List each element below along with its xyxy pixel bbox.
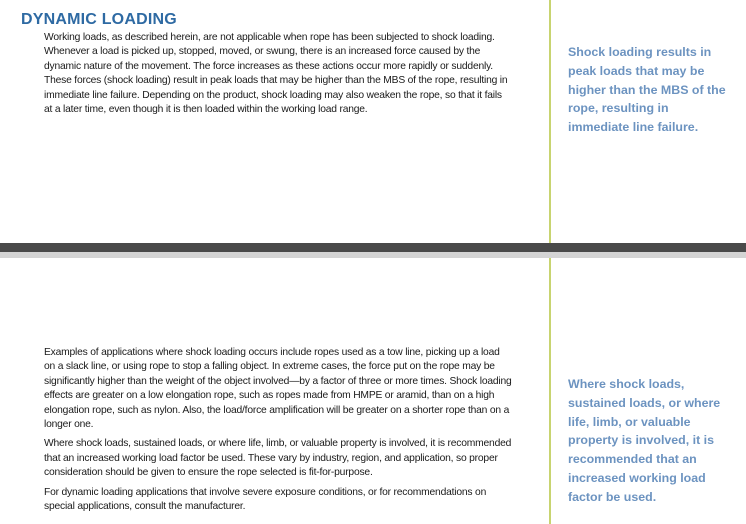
section-heading: DYNAMIC LOADING [21,11,177,28]
pull-quote: Shock loading results in peak loads that may be higher than the MBS of the rope, resulting in immediate line failure. [568,45,726,135]
column-rule [549,0,551,243]
page-top [0,0,746,243]
examples-body [44,346,512,519]
intro-body [44,31,512,122]
page-divider [0,243,746,252]
page-bottom [0,258,746,524]
body-paragraph: Examples of applications where shock loading occurs include ropes used as a tow line, picking up a load on a slack line, or using rope to stop a falling object. In extreme cases, the force put on the rope may be significantly higher than the weight of the object involved—by a factor of three or more times. Shock loading effects are greater on a low elongation rope, such as ropes made from HMPE or aramid, than on a high elongation rope, such as nylon. Also, the load/force amplification will be greater on a shorter rope than on a longer one. [44,347,512,431]
pull-quote: Where shock loads, sustained loads, or where life, limb, or valuable property is involved, it is recommended that an increased working load factor be used. [568,377,721,504]
body-paragraph: Working loads, as described herein, are not applicable when rope has been subjected to shock loading. Whenever a load is picked up, stopped, moved, or swung, there is an increased force caused by the dynamic nature of the movement. The force increases as these actions occur more rapidly or suddenly. These forces (shock loading) result in peak loads that may be higher than the MBS of the rope, resulting in immediate line failure. Depending on the product, shock loading may also weaken the rope, so that it fails at a later time, even though it is then loaded within the working load range. [44,32,508,116]
body-paragraph: For dynamic loading applications that involve severe exposure conditions, or for recommendations on special applications, consult the manufacturer. [44,486,487,513]
body-paragraph: Where shock loads, sustained loads, or where life, limb, or valuable property is involved, it is recommended that an increased working load factor be used. These vary by industry, region, and application, so proper consideration should be given to ensure the rope selected is fit-for-purpose. [44,438,512,479]
column-rule [549,258,551,524]
